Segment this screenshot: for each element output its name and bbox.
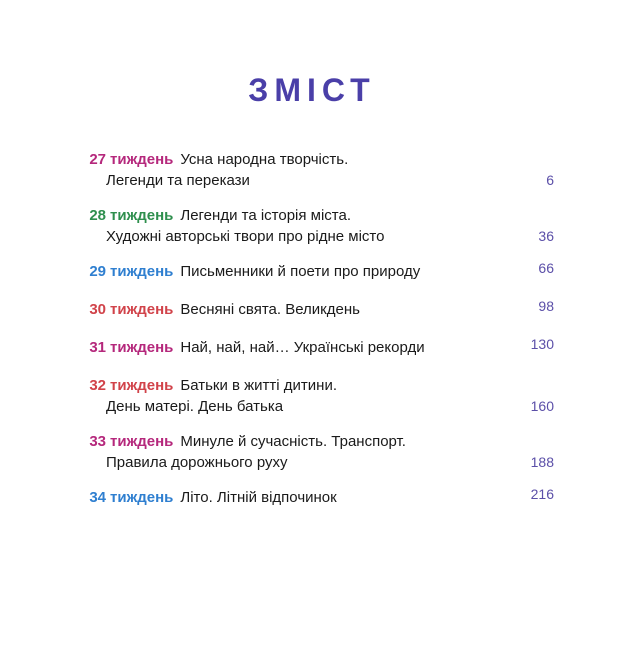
week-number: 29 [89, 263, 106, 280]
week-word: тиждень [110, 207, 174, 224]
week-word: тиждень [110, 377, 174, 394]
toc-entry[interactable] [84, 374, 554, 416]
entry-title-line2: Правила дорожнього руху [106, 454, 288, 471]
page-number: 216 [530, 486, 554, 502]
entry-title-line1: Усна народна творчість. [180, 151, 349, 168]
week-number: 32 [89, 377, 106, 394]
week-number: 28 [89, 207, 106, 224]
page-number: 98 [538, 298, 554, 314]
week-word: тиждень [110, 489, 174, 506]
week-word: тиждень [110, 339, 174, 356]
entry-title-line1: Весняні свята. Великдень [180, 301, 360, 318]
page-number: 130 [530, 336, 554, 352]
week-word: тиждень [110, 433, 174, 450]
page-number: 160 [530, 398, 554, 414]
entry-title-line1: Легенди та історія міста. [180, 207, 352, 224]
page-number: 36 [538, 228, 554, 244]
page-title: ЗМІСТ [248, 72, 376, 108]
week-word: тиждень [110, 301, 174, 318]
week-number: 27 [89, 151, 106, 168]
toc-entry[interactable] [84, 336, 554, 360]
week-word: тиждень [110, 263, 174, 280]
toc-entry[interactable] [84, 430, 554, 472]
entry-title-line2: Легенди та перекази [106, 172, 250, 189]
entry-title-line1: Письменники й поети про природу [180, 263, 421, 280]
entry-title-line2: День матері. День батька [106, 398, 284, 415]
toc-entry[interactable] [84, 204, 554, 246]
week-number: 30 [89, 301, 106, 318]
page-number: 66 [538, 260, 554, 276]
toc-entry[interactable] [84, 486, 554, 510]
week-number: 31 [89, 339, 106, 356]
entry-title-line1: Минуле й сучасність. Транспорт. [180, 433, 406, 450]
entry-title-line1: Літо. Літній відпочинок [180, 489, 337, 506]
entry-title-line1: Най, най, най… Українські рекорди [180, 339, 425, 356]
week-word: тиждень [110, 151, 174, 168]
page-number: 6 [546, 172, 554, 188]
toc-entry[interactable] [84, 260, 554, 284]
entry-title-line2: Художні авторські твори про рідне місто [106, 228, 385, 245]
table-of-contents [84, 148, 554, 524]
week-number: 34 [89, 489, 106, 506]
week-number: 33 [89, 433, 106, 450]
toc-entry[interactable] [84, 148, 554, 190]
page-number: 188 [530, 454, 554, 470]
entry-title-line1: Батьки в житті дитини. [180, 377, 338, 394]
toc-entry[interactable] [84, 298, 554, 322]
